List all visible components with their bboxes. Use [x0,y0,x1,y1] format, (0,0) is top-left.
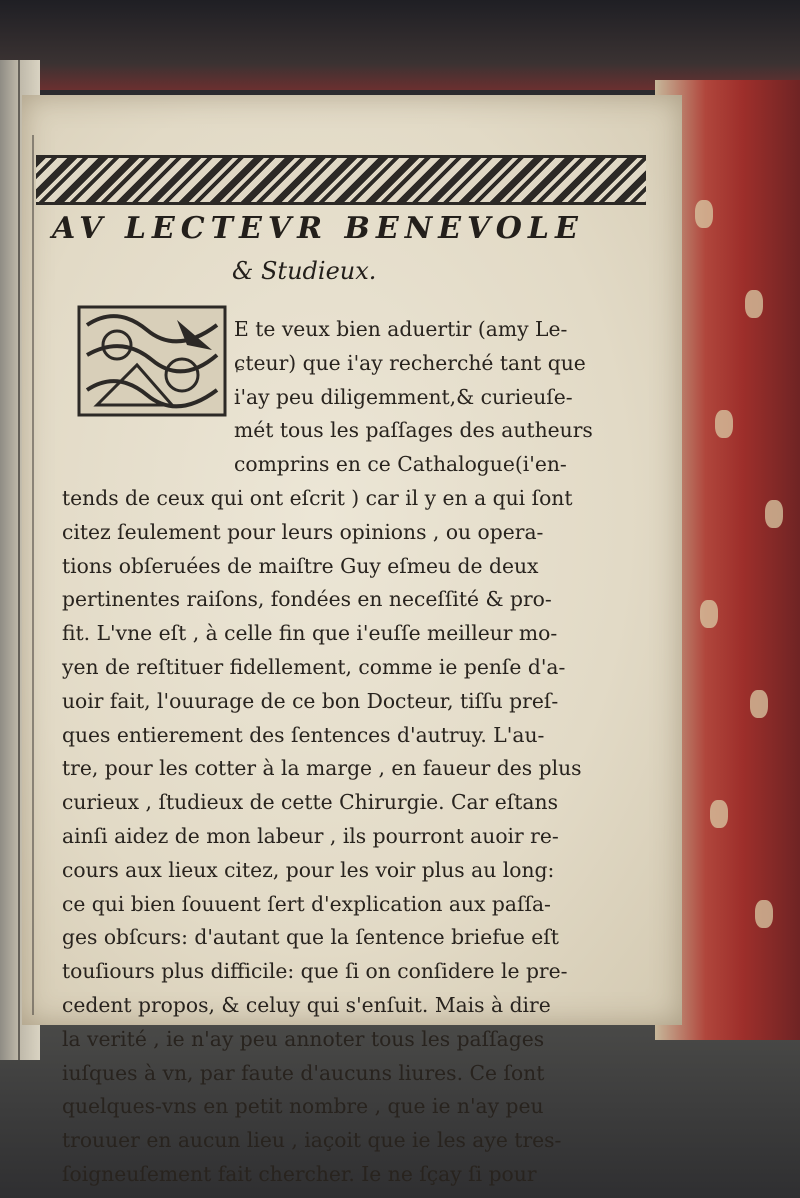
text-line: ques entierement des ſentences d'autruy. L'au- [62,722,545,747]
decorative-border-band [36,155,646,205]
text-line: ges obſcurs: d'autant que la ſentence briefue eſt [62,925,559,950]
text-line: comprins en ce Cathalogue(i'en- [234,452,567,477]
text-line: ɕteur) que i'ay recherché tant que [234,350,586,375]
text-line: tre, pour les cotter à la marge , en faueur des plus [62,756,582,781]
text-line: iuſques à vn, par faute d'aucuns liures. Ce ſont [62,1060,545,1085]
text-line: pertinentes raiſons, fondées en neceſſité & pro- [62,587,552,612]
page-rule [32,135,34,1015]
text-line: ainſi aidez de mon labeur , ils pourront auoir re- [62,823,559,848]
text-line: cedent propos, & celuy qui s'enſuit. Mais à dire [62,992,551,1017]
text-line: citez ſeulement pour leurs opinions , ou opera- [62,519,544,544]
text-line: mét tous les paſſages des autheurs [234,418,593,443]
book-page [22,95,682,1186]
text-line: trouuer en aucun lieu , iaçoit que ie les aye tres- [62,1128,562,1153]
text-line: quelques-vns en petit nombre , que ie n'ay peu [62,1094,544,1119]
page-subtitle: & Studieux. [232,257,377,285]
body-text [62,313,662,1192]
text-line: cours aux lieux citez, pour les voir plus au long: [62,857,555,882]
text-line: E te veux bien aduertir (amy Le- [234,317,568,341]
text-line: la verité , ie n'ay peu annoter tous les paſſages [62,1026,545,1051]
text-line: fit. L'vne eſt , à celle fin que i'euſſe meilleur mo- [62,621,558,646]
text-line: ce qui bien ſouuent ſert d'explication aux paſſa- [62,891,551,916]
text-line: yen de reſtituer fidellement, comme ie penſe d'a- [62,654,566,679]
text-line: touſiours plus difficile: que ſi on conſidere le pre- [62,959,568,984]
page-title: AV LECTEVR BENEVOLE [52,211,584,246]
text-line: ſoigneuſement fait chercher. Ie ne ſçay ſi pour [62,1161,537,1186]
text-line: uoir fait, l'ouurage de ce bon Docteur, tiſſu preſ- [62,688,559,713]
text-line: curieux , ſtudieux de cette Chirurgie. Car eſtans [62,790,558,815]
scan-background-top [0,0,800,90]
text-line: i'ay peu diligemment,& curieuſe- [234,384,573,409]
text-line: tends de ceux qui ont eſcrit ) car il y en a qui ſont [62,485,573,510]
text-line: tions obſeruées de maiſtre Guy eſmeu de deux [62,553,539,578]
